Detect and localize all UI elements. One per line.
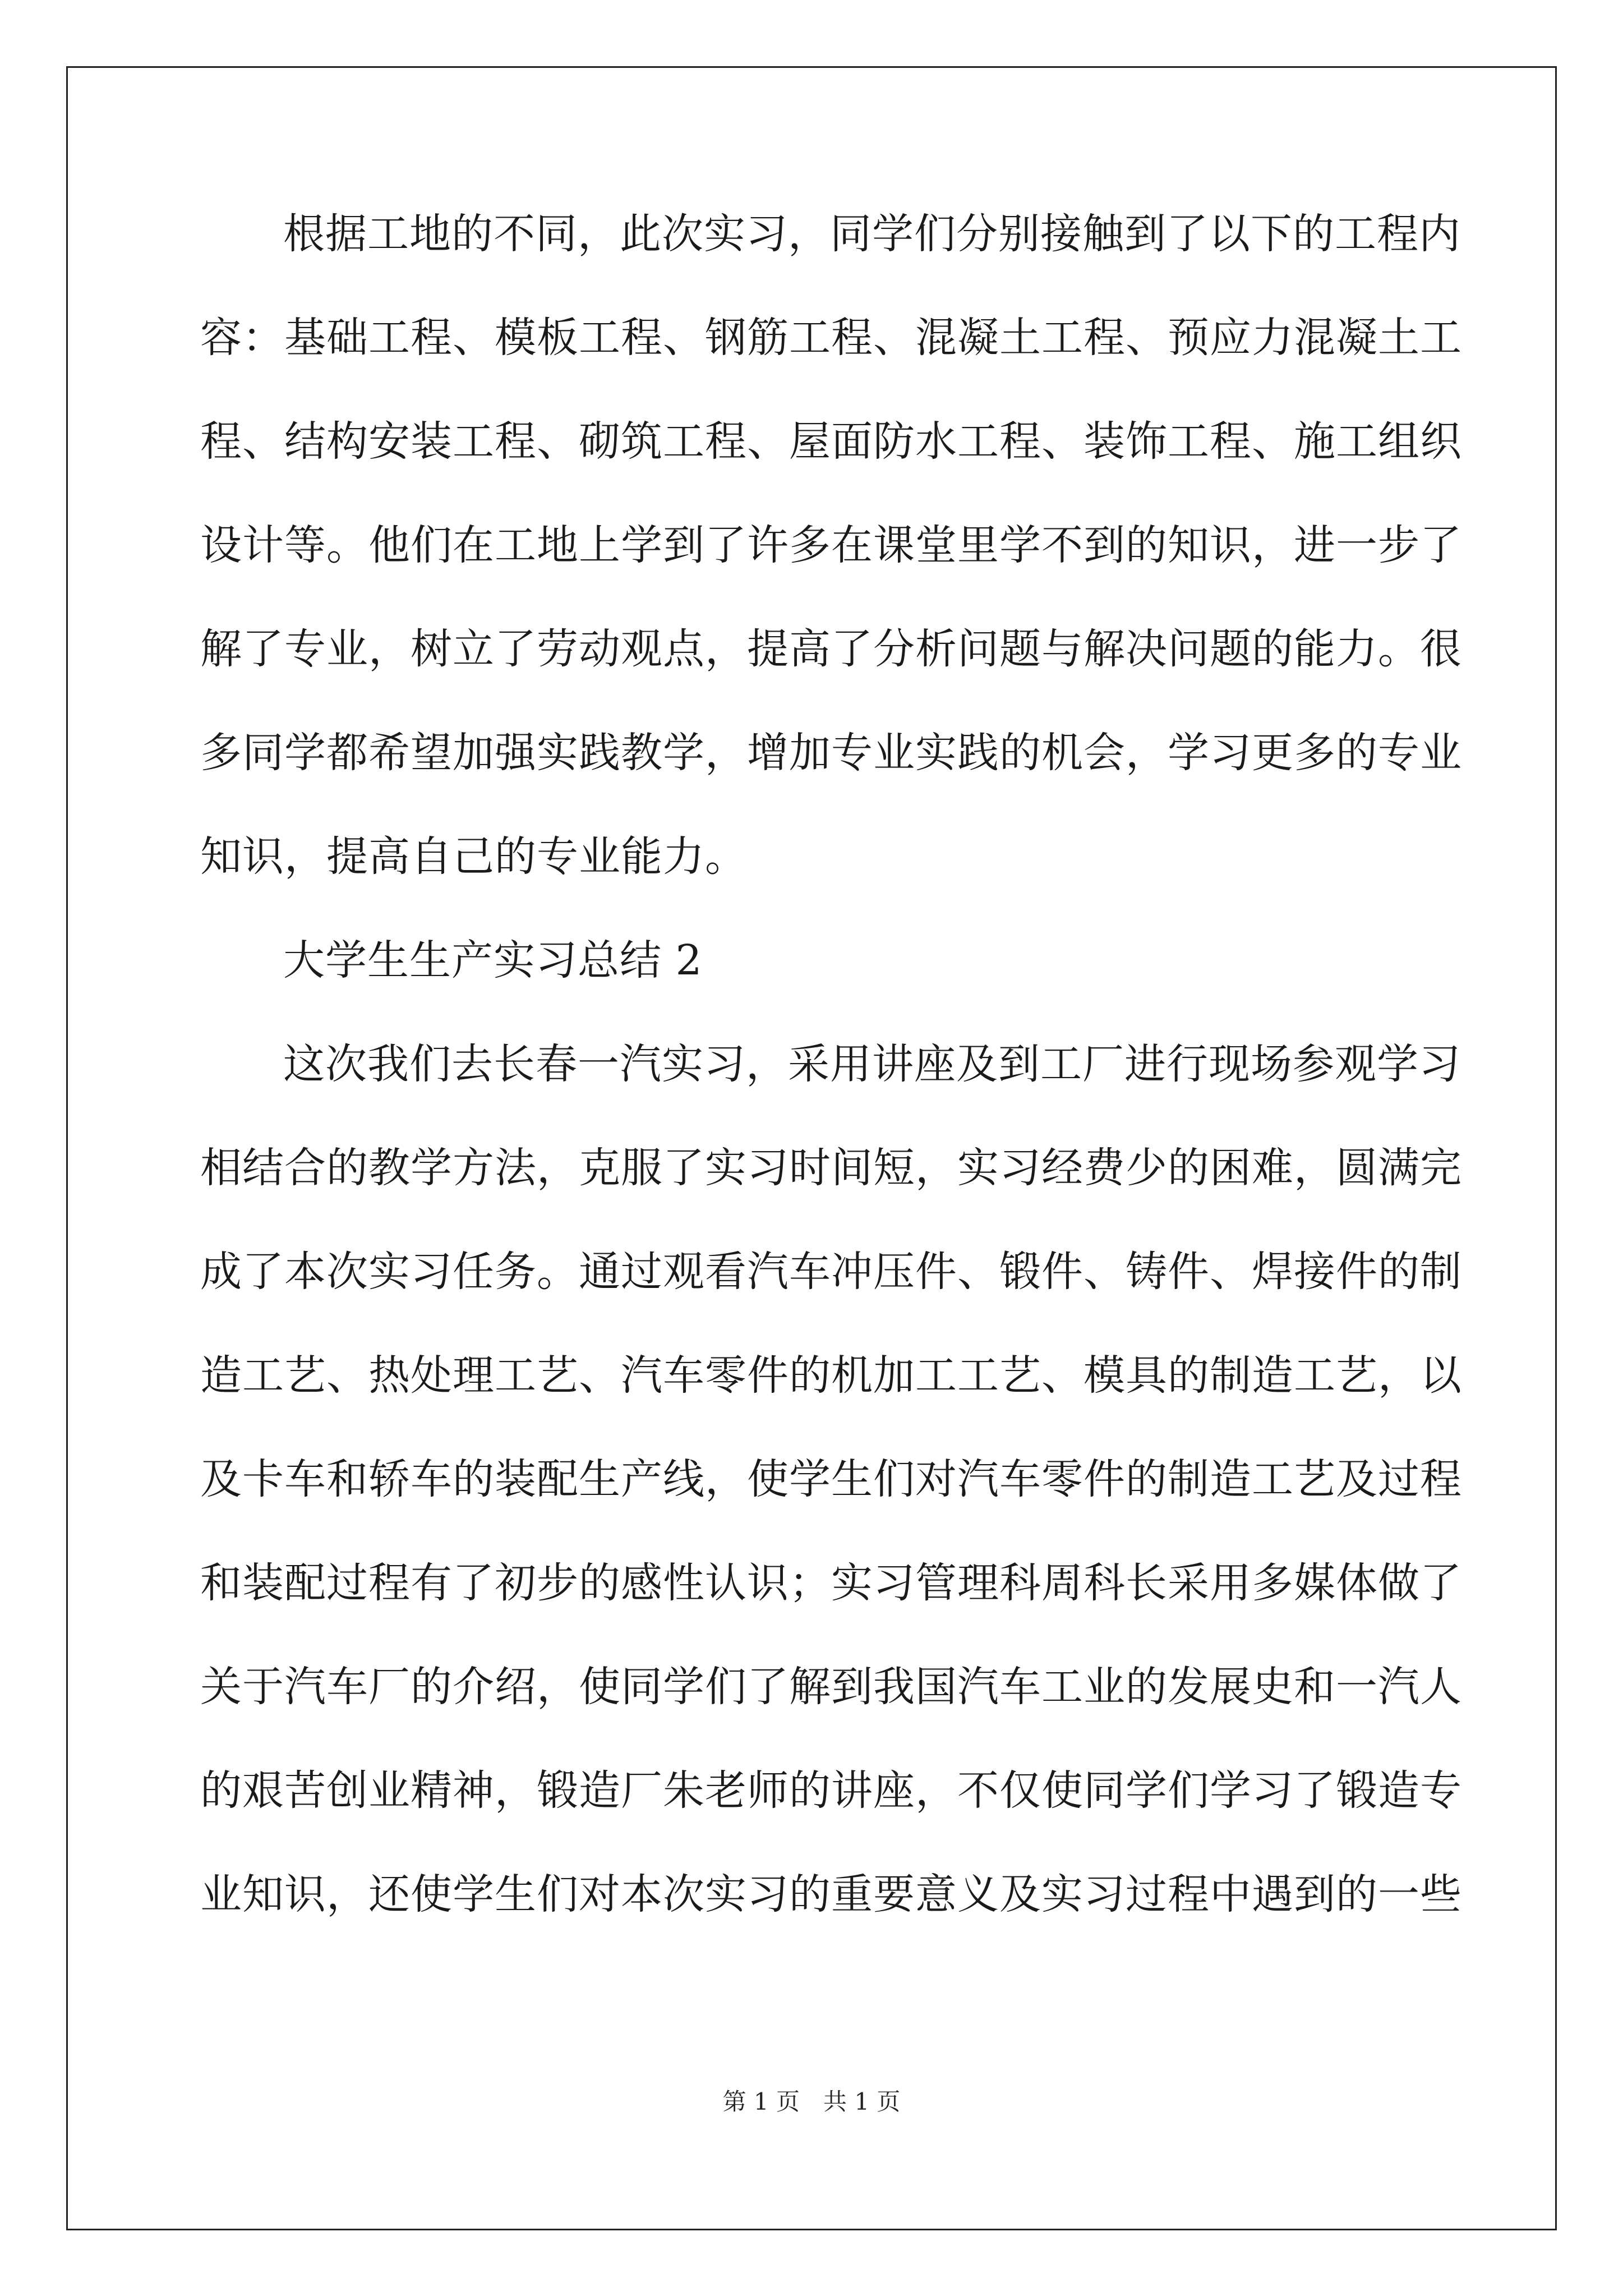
text-line: 这次我们去长春一汽实习，采用讲座及到工厂进行现场参观学习 — [283, 1040, 1461, 1088]
text-line: 容：基础工程、模板工程、钢筋工程、混凝土工程、预应力混凝土工 — [200, 314, 1462, 362]
paragraph-2 — [200, 1040, 1462, 1977]
text-line: 的艰苦创业精神，锻造厂朱老师的讲座，不仅使同学们学习了锻造专 — [200, 1766, 1462, 1815]
text-line: 成了本次实习任务。通过观看汽车冲压件、锻件、铸件、焊接件的制 — [200, 1248, 1462, 1296]
document-body — [200, 210, 1462, 1977]
text-line: 业知识，还使学生们对本次实习的重要意义及实习过程中遇到的一些 — [200, 1870, 1462, 1918]
text-line: 知识，提高自己的专业能力。 — [200, 832, 747, 881]
text-line: 设计等。他们在工地上学到了许多在课堂里学不到的知识，进一步了 — [200, 521, 1462, 569]
page-total: 共 1 页 — [823, 2088, 901, 2115]
text-line: 及卡车和轿车的装配生产线，使学生们对汽车零件的制造工艺及过程 — [200, 1455, 1462, 1503]
text-line: 关于汽车厂的介绍，使同学们了解到我国汽车工业的发展史和一汽人 — [200, 1663, 1462, 1711]
text-line: 相结合的教学方法，克服了实习时间短，实习经费少的困难，圆满完 — [200, 1144, 1462, 1192]
paragraph-1 — [200, 210, 1462, 940]
page-footer — [0, 2090, 1623, 2114]
section-title: 大学生生产实习总结 2 — [283, 936, 703, 984]
text-line: 多同学都希望加强实践教学，增加专业实践的机会，学习更多的专业 — [200, 729, 1462, 777]
text-line: 造工艺、热处理工艺、汽车零件的机加工工艺、模具的制造工艺，以 — [200, 1351, 1462, 1400]
text-line: 程、结构安装工程、砌筑工程、屋面防水工程、装饰工程、施工组织 — [200, 417, 1462, 466]
text-line: 根据工地的不同，此次实习，同学们分别接触到了以下的工程内 — [283, 210, 1461, 258]
page-number: 第 1 页 — [722, 2088, 800, 2115]
text-line: 和装配过程有了初步的感性认识；实习管理科周科长采用多媒体做了 — [200, 1559, 1462, 1607]
text-line: 解了专业，树立了劳动观点，提高了分析问题与解决问题的能力。很 — [200, 625, 1462, 673]
